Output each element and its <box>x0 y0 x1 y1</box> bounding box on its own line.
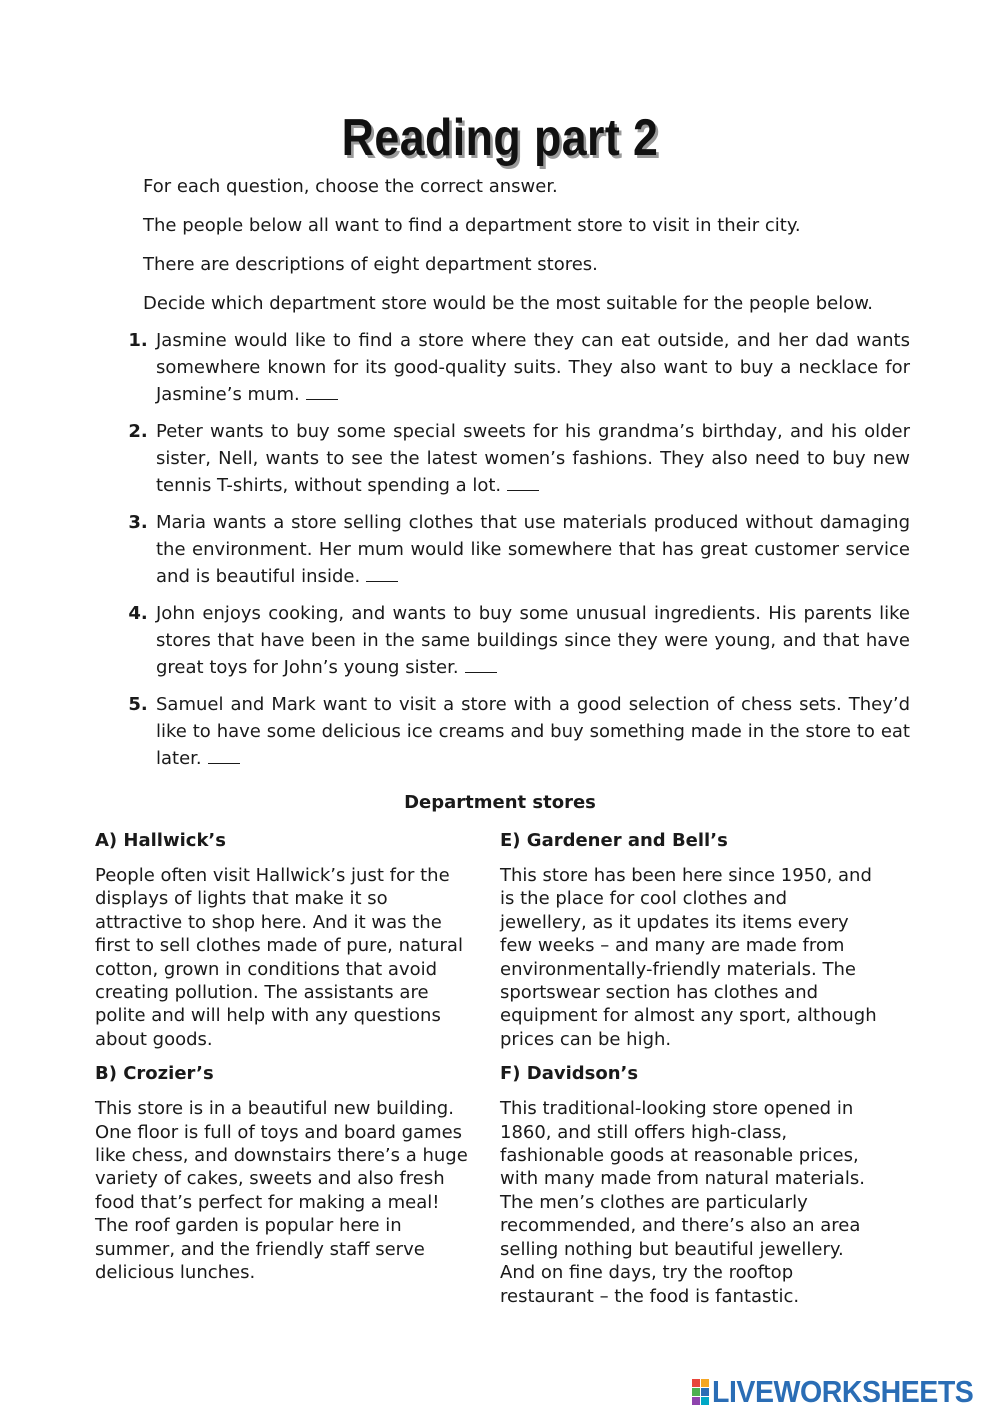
store-desc-line: 1860, and still offers high-class, <box>500 1121 788 1143</box>
store-desc-line: few weeks – and many are made from <box>500 935 845 957</box>
question-number: 5. <box>128 694 148 715</box>
store-description <box>500 1097 900 1308</box>
logo-tile <box>701 1379 709 1387</box>
store-desc-line: People often visit Hallwick’s just for the <box>95 865 450 886</box>
store-desc-line: fashionable goods at reasonable prices, <box>500 1145 859 1167</box>
store-desc-line: creating pollution. The assistants are <box>95 982 429 1004</box>
store-name: E) Gardener and Bell’s <box>500 830 728 851</box>
logo-tile <box>692 1388 700 1396</box>
store-desc-line: The roof garden is popular here in <box>95 1215 402 1237</box>
store-desc-line: This traditional-looking store opened in <box>500 1098 854 1120</box>
store-desc-line: sportswear section has clothes and <box>500 982 819 1004</box>
store-desc-line: The men’s clothes are particularly <box>500 1191 808 1213</box>
store-desc-line: environmentally-friendly materials. The <box>500 958 856 980</box>
store-desc-line: with many made from natural materials. <box>500 1168 865 1190</box>
store-description <box>500 864 900 1051</box>
instruction-line: Decide which department store would be the most suitable for the people below. <box>143 293 874 314</box>
question-item <box>120 691 910 772</box>
store-desc-line: jewellery, as it updates its items every <box>500 911 849 933</box>
page-title: Reading part 2 <box>341 109 659 167</box>
stores-heading: Department stores <box>404 792 596 813</box>
store-desc-line: about goods. <box>95 1028 213 1050</box>
store-desc-line: This store is in a beautiful new building. <box>95 1098 454 1120</box>
logo-tile <box>701 1388 709 1396</box>
question-item <box>120 600 910 681</box>
question-text: Jasmine would like to find a store where they can eat outside, and her dad wants somewhere known for its good-quality suits. They also want to buy a necklace for Jasmine’s mum. <box>156 330 910 405</box>
instruction-line: The people below all want to find a department store to visit in their city. <box>143 215 801 236</box>
store-description <box>95 864 495 1051</box>
store-desc-line: prices can be high. <box>500 1028 672 1050</box>
instruction-line: For each question, choose the correct answer. <box>143 176 558 197</box>
answer-blank[interactable] <box>366 565 398 582</box>
store-desc-line: cotton, grown in conditions that avoid <box>95 958 438 980</box>
store-description <box>95 1097 495 1284</box>
question-body <box>156 600 910 681</box>
question-text: Maria wants a store selling clothes that use materials produced without damaging the environment. Her mum would like somewhere that has great customer service and is beautiful inside. <box>156 512 910 587</box>
logo-text: LIVEWORKSHEETS <box>712 1374 974 1409</box>
question-body <box>156 418 910 499</box>
store-desc-line: is the place for cool clothes and <box>500 888 788 910</box>
answer-blank[interactable] <box>465 656 497 673</box>
store-name: A) Hallwick’s <box>95 830 226 851</box>
store-name: F) Davidson’s <box>500 1063 639 1085</box>
store-entry <box>95 828 495 1051</box>
store-desc-line: displays of lights that make it so <box>95 888 388 910</box>
question-text: Peter wants to buy some special sweets for his grandma’s birthday, and his older sister, Nell, wants to see the latest women’s fashions. They also need to buy new tennis T-shirts, without spending a lot. <box>156 421 910 496</box>
store-desc-line: selling nothing but beautiful jewellery. <box>500 1238 844 1260</box>
store-entry <box>95 1061 495 1284</box>
store-entry <box>500 1061 900 1308</box>
question-number: 1. <box>128 330 148 351</box>
logo-tile <box>701 1397 709 1405</box>
store-name: B) Crozier’s <box>95 1063 214 1085</box>
liveworksheets-logo-icon <box>692 1379 709 1405</box>
question-body <box>156 509 910 590</box>
question-item <box>120 418 910 499</box>
logo-tile <box>692 1397 700 1405</box>
store-desc-line: delicious lunches. <box>95 1262 256 1284</box>
store-desc-line: like chess, and downstairs there’s a huge <box>95 1145 468 1167</box>
question-number: 2. <box>128 421 148 442</box>
stores-column-right <box>500 828 900 1318</box>
question-item <box>120 509 910 590</box>
store-desc-line: polite and will help with any questions <box>95 1005 441 1027</box>
answer-blank[interactable] <box>507 474 539 491</box>
instruction-line: There are descriptions of eight department stores. <box>143 254 598 275</box>
question-text: Samuel and Mark want to visit a store with a good selection of chess sets. They’d like to have some delicious ice creams and buy something made in the store to eat later. <box>156 694 910 769</box>
store-desc-line: restaurant – the food is fantastic. <box>500 1285 800 1307</box>
liveworksheets-logo[interactable] <box>692 1374 996 1410</box>
stores-column-left <box>95 828 495 1295</box>
question-body <box>156 691 910 772</box>
logo-tile <box>692 1379 700 1387</box>
store-desc-line: variety of cakes, sweets and also fresh <box>95 1168 445 1190</box>
instructions <box>143 173 923 329</box>
question-text: John enjoys cooking, and wants to buy some unusual ingredients. His parents like stores that have been in the same buildings since they were young, and that have great toys for John’s young sister. <box>156 603 910 678</box>
store-desc-line: And on fine days, try the rooftop <box>500 1262 794 1284</box>
question-item <box>120 327 910 408</box>
store-desc-line: attractive to shop here. And it was the <box>95 911 442 933</box>
store-desc-line: first to sell clothes made of pure, natural <box>95 935 463 957</box>
store-desc-line: summer, and the friendly staff serve <box>95 1238 425 1260</box>
question-number: 4. <box>128 603 148 624</box>
store-entry <box>500 828 900 1051</box>
store-desc-line: One floor is full of toys and board games <box>95 1121 463 1143</box>
store-desc-line: recommended, and there’s also an area <box>500 1215 861 1237</box>
answer-blank[interactable] <box>208 747 240 764</box>
store-desc-line: equipment for almost any sport, although <box>500 1005 877 1027</box>
store-desc-line: food that’s perfect for making a meal! <box>95 1191 440 1213</box>
answer-blank[interactable] <box>306 383 338 400</box>
question-number: 3. <box>128 512 148 533</box>
question-list <box>120 327 910 782</box>
store-desc-line: This store has been here since 1950, and <box>500 865 872 886</box>
question-body <box>156 327 910 408</box>
